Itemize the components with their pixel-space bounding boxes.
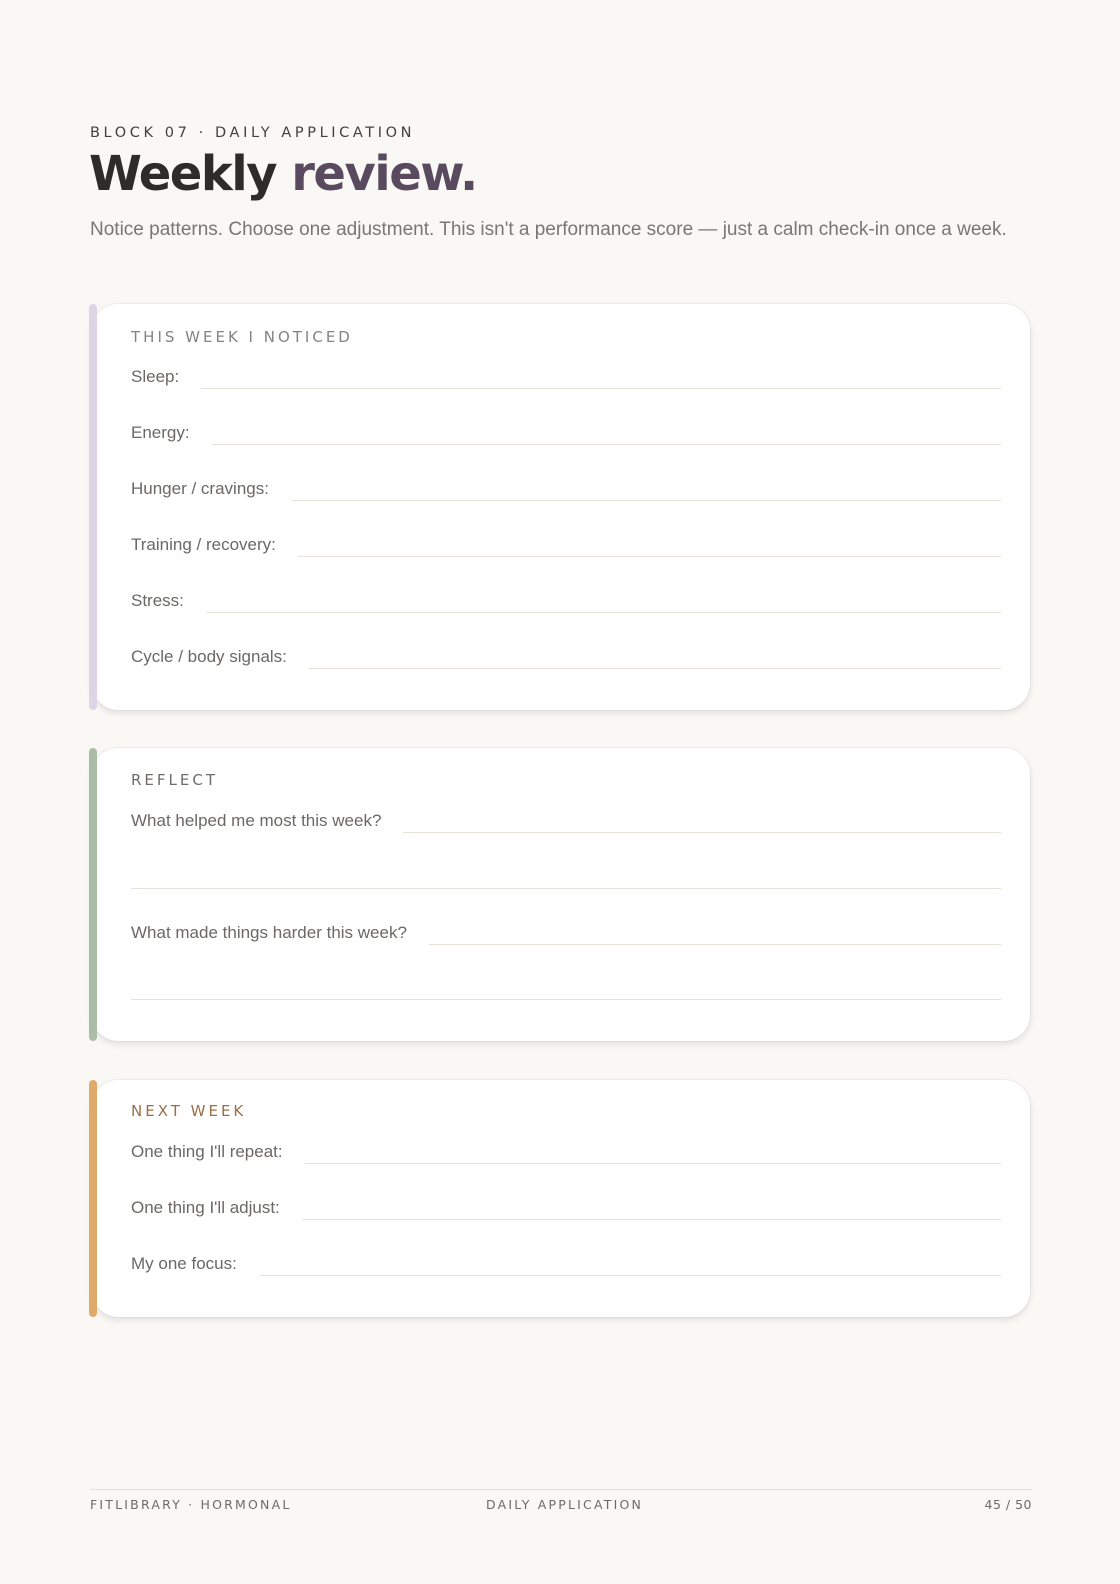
field-label: One thing I'll adjust: [131, 1198, 280, 1217]
field-made-harder[interactable] [131, 920, 1001, 946]
card-next-week [92, 1080, 1030, 1317]
field-label: My one focus: [131, 1254, 237, 1273]
card-title: REFLECT [131, 771, 218, 789]
section-eyebrow: BLOCK 07 · DAILY APPLICATION [90, 125, 416, 141]
field-stress[interactable] [131, 588, 1001, 614]
write-line[interactable] [302, 1219, 1001, 1220]
write-line[interactable] [201, 388, 1001, 389]
write-line[interactable] [259, 1275, 1001, 1276]
write-line[interactable] [131, 999, 1001, 1000]
write-line[interactable] [212, 444, 1001, 445]
field-label: Cycle / body signals: [131, 647, 287, 666]
field-label: Sleep: [131, 367, 180, 386]
field-adjust[interactable] [131, 1195, 1001, 1221]
write-line[interactable] [305, 1163, 1001, 1164]
page-number: 45 / 50 [984, 1497, 1032, 1512]
field-label: Training / recovery: [131, 535, 276, 554]
field-one-focus[interactable] [131, 1251, 1001, 1277]
field-repeat[interactable] [131, 1139, 1001, 1165]
card-this-week-noticed [92, 304, 1030, 710]
field-label: What helped me most this week? [131, 811, 382, 830]
field-energy[interactable] [131, 420, 1001, 446]
write-line[interactable] [429, 944, 1001, 945]
page-subtitle: Notice patterns. Choose one adjustment. This isn't a performance score — just a calm check-in once a week. [90, 219, 1007, 240]
footer-divider [90, 1489, 1032, 1490]
footer-section: DAILY APPLICATION [486, 1497, 644, 1512]
field-label: One thing I'll repeat: [131, 1142, 283, 1161]
footer-brand: FITLIBRARY · HORMONAL [90, 1497, 292, 1512]
write-line[interactable] [131, 888, 1001, 889]
write-line[interactable] [403, 832, 1001, 833]
card-title: THIS WEEK I NOTICED [131, 328, 353, 346]
card-accent-bar [89, 748, 97, 1041]
field-label: Stress: [131, 591, 184, 610]
card-accent-bar [89, 1080, 97, 1317]
write-line[interactable] [291, 500, 1001, 501]
write-line[interactable] [298, 556, 1001, 557]
field-label: What made things harder this week? [131, 923, 407, 942]
title-accent: review. [291, 146, 477, 202]
field-cycle-body-signals[interactable] [131, 644, 1001, 670]
page-title [89, 146, 477, 202]
field-sleep[interactable] [131, 364, 1001, 390]
field-hunger-cravings[interactable] [131, 476, 1001, 502]
field-label: Hunger / cravings: [131, 479, 269, 498]
title-main: Weekly [89, 146, 277, 202]
field-label: Energy: [131, 423, 190, 442]
card-title: NEXT WEEK [131, 1102, 247, 1120]
write-line[interactable] [309, 668, 1001, 669]
field-helped-most[interactable] [131, 808, 1001, 834]
card-reflect [92, 748, 1030, 1041]
field-training-recovery[interactable] [131, 532, 1001, 558]
write-line[interactable] [206, 612, 1001, 613]
card-accent-bar [89, 304, 97, 710]
